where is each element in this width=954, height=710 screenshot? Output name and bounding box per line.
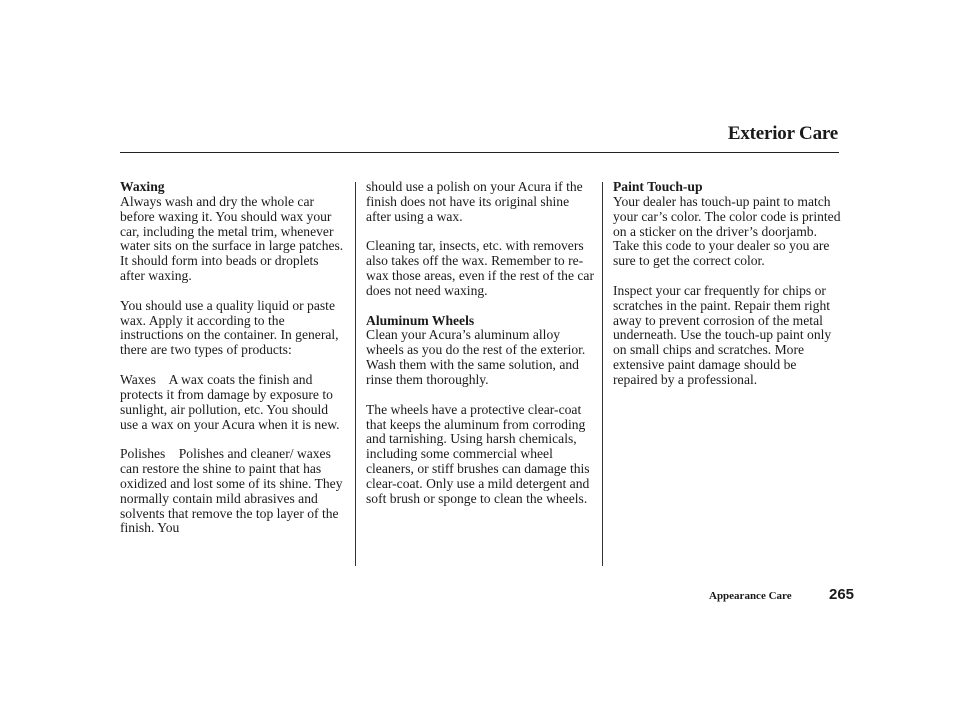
column-3 (613, 180, 843, 403)
polish-continued-paragraph: should use a polish on your Acura if the finish does not have its original shine after using a wax. (366, 179, 583, 224)
waxing-paragraph-1: Always wash and dry the whole car before waxing it. You should wax your car, including the metal trim, whenever water sits on the surface in large patches. It should form into beads or droplets after waxing. (120, 193, 344, 284)
column-2 (366, 180, 594, 521)
polishes-text: Polishes and cleaner/ waxes can restore the shine to paint that has oxidized and lost some of its shine. They normally contain mild abrasives and solvents that remove the top layer of the finish. You (120, 446, 343, 536)
paint-paragraph-2: Inspect your car frequently for chips or scratches in the paint. Repair them right away to prevent corrosion of the metal underneath. Use the touch-up paint only on small chips and scratches. More extensive paint damage should be repaired by a professional. (613, 282, 832, 387)
column-divider-2 (602, 182, 603, 566)
page-number: 265 (829, 586, 855, 603)
polishes-definition (120, 447, 346, 536)
waxes-term: Waxes (120, 371, 156, 387)
wheels-paragraph-2: The wheels have a protective clear-coat that keeps the aluminum from corroding and tarnishing. Using harsh chemicals, including some commercial wheel cleaners, or stiff brushes can damage this clear-coat. Only use a mild detergent and soft brush or sponge to clean the wheels. (366, 401, 590, 506)
polishes-term: Polishes (120, 446, 166, 462)
paint-touchup-heading: Paint Touch-up (613, 179, 703, 194)
header-rule (120, 152, 839, 153)
waxes-text: A wax coats the finish and protects it from damage by exposure to sunlight, air pollution, etc. You should use a wax on your Acura when it is new. (120, 371, 340, 432)
paint-paragraph-1: Your dealer has touch-up paint to match your car’s color. The color code is printed on a sticker on the driver’s doorjamb. Take this code to your dealer so you are sure to get the correct color. (613, 193, 841, 269)
column-divider-1 (355, 182, 356, 566)
waxing-heading: Waxing (120, 179, 165, 194)
waxing-paragraph-2: You should use a quality liquid or paste wax. Apply it according to the instructions on the container. In general, there are two types of products: (120, 297, 339, 358)
footer-section-label: Appearance Care (709, 590, 792, 602)
waxes-definition (120, 373, 346, 432)
aluminum-wheels-heading: Aluminum Wheels (366, 312, 475, 328)
wheels-paragraph-1: Clean your Acura’s aluminum alloy wheels as you do the rest of the exterior. Wash them with the same solution, and rinse them thoroughly. (366, 327, 586, 387)
tar-cleaning-paragraph: Cleaning tar, insects, etc. with removers also takes off the wax. Remember to re-wax those areas, even if the rest of the car does not need waxing. (366, 238, 594, 298)
page-title: Exterior Care (727, 123, 838, 144)
column-1 (120, 180, 346, 551)
